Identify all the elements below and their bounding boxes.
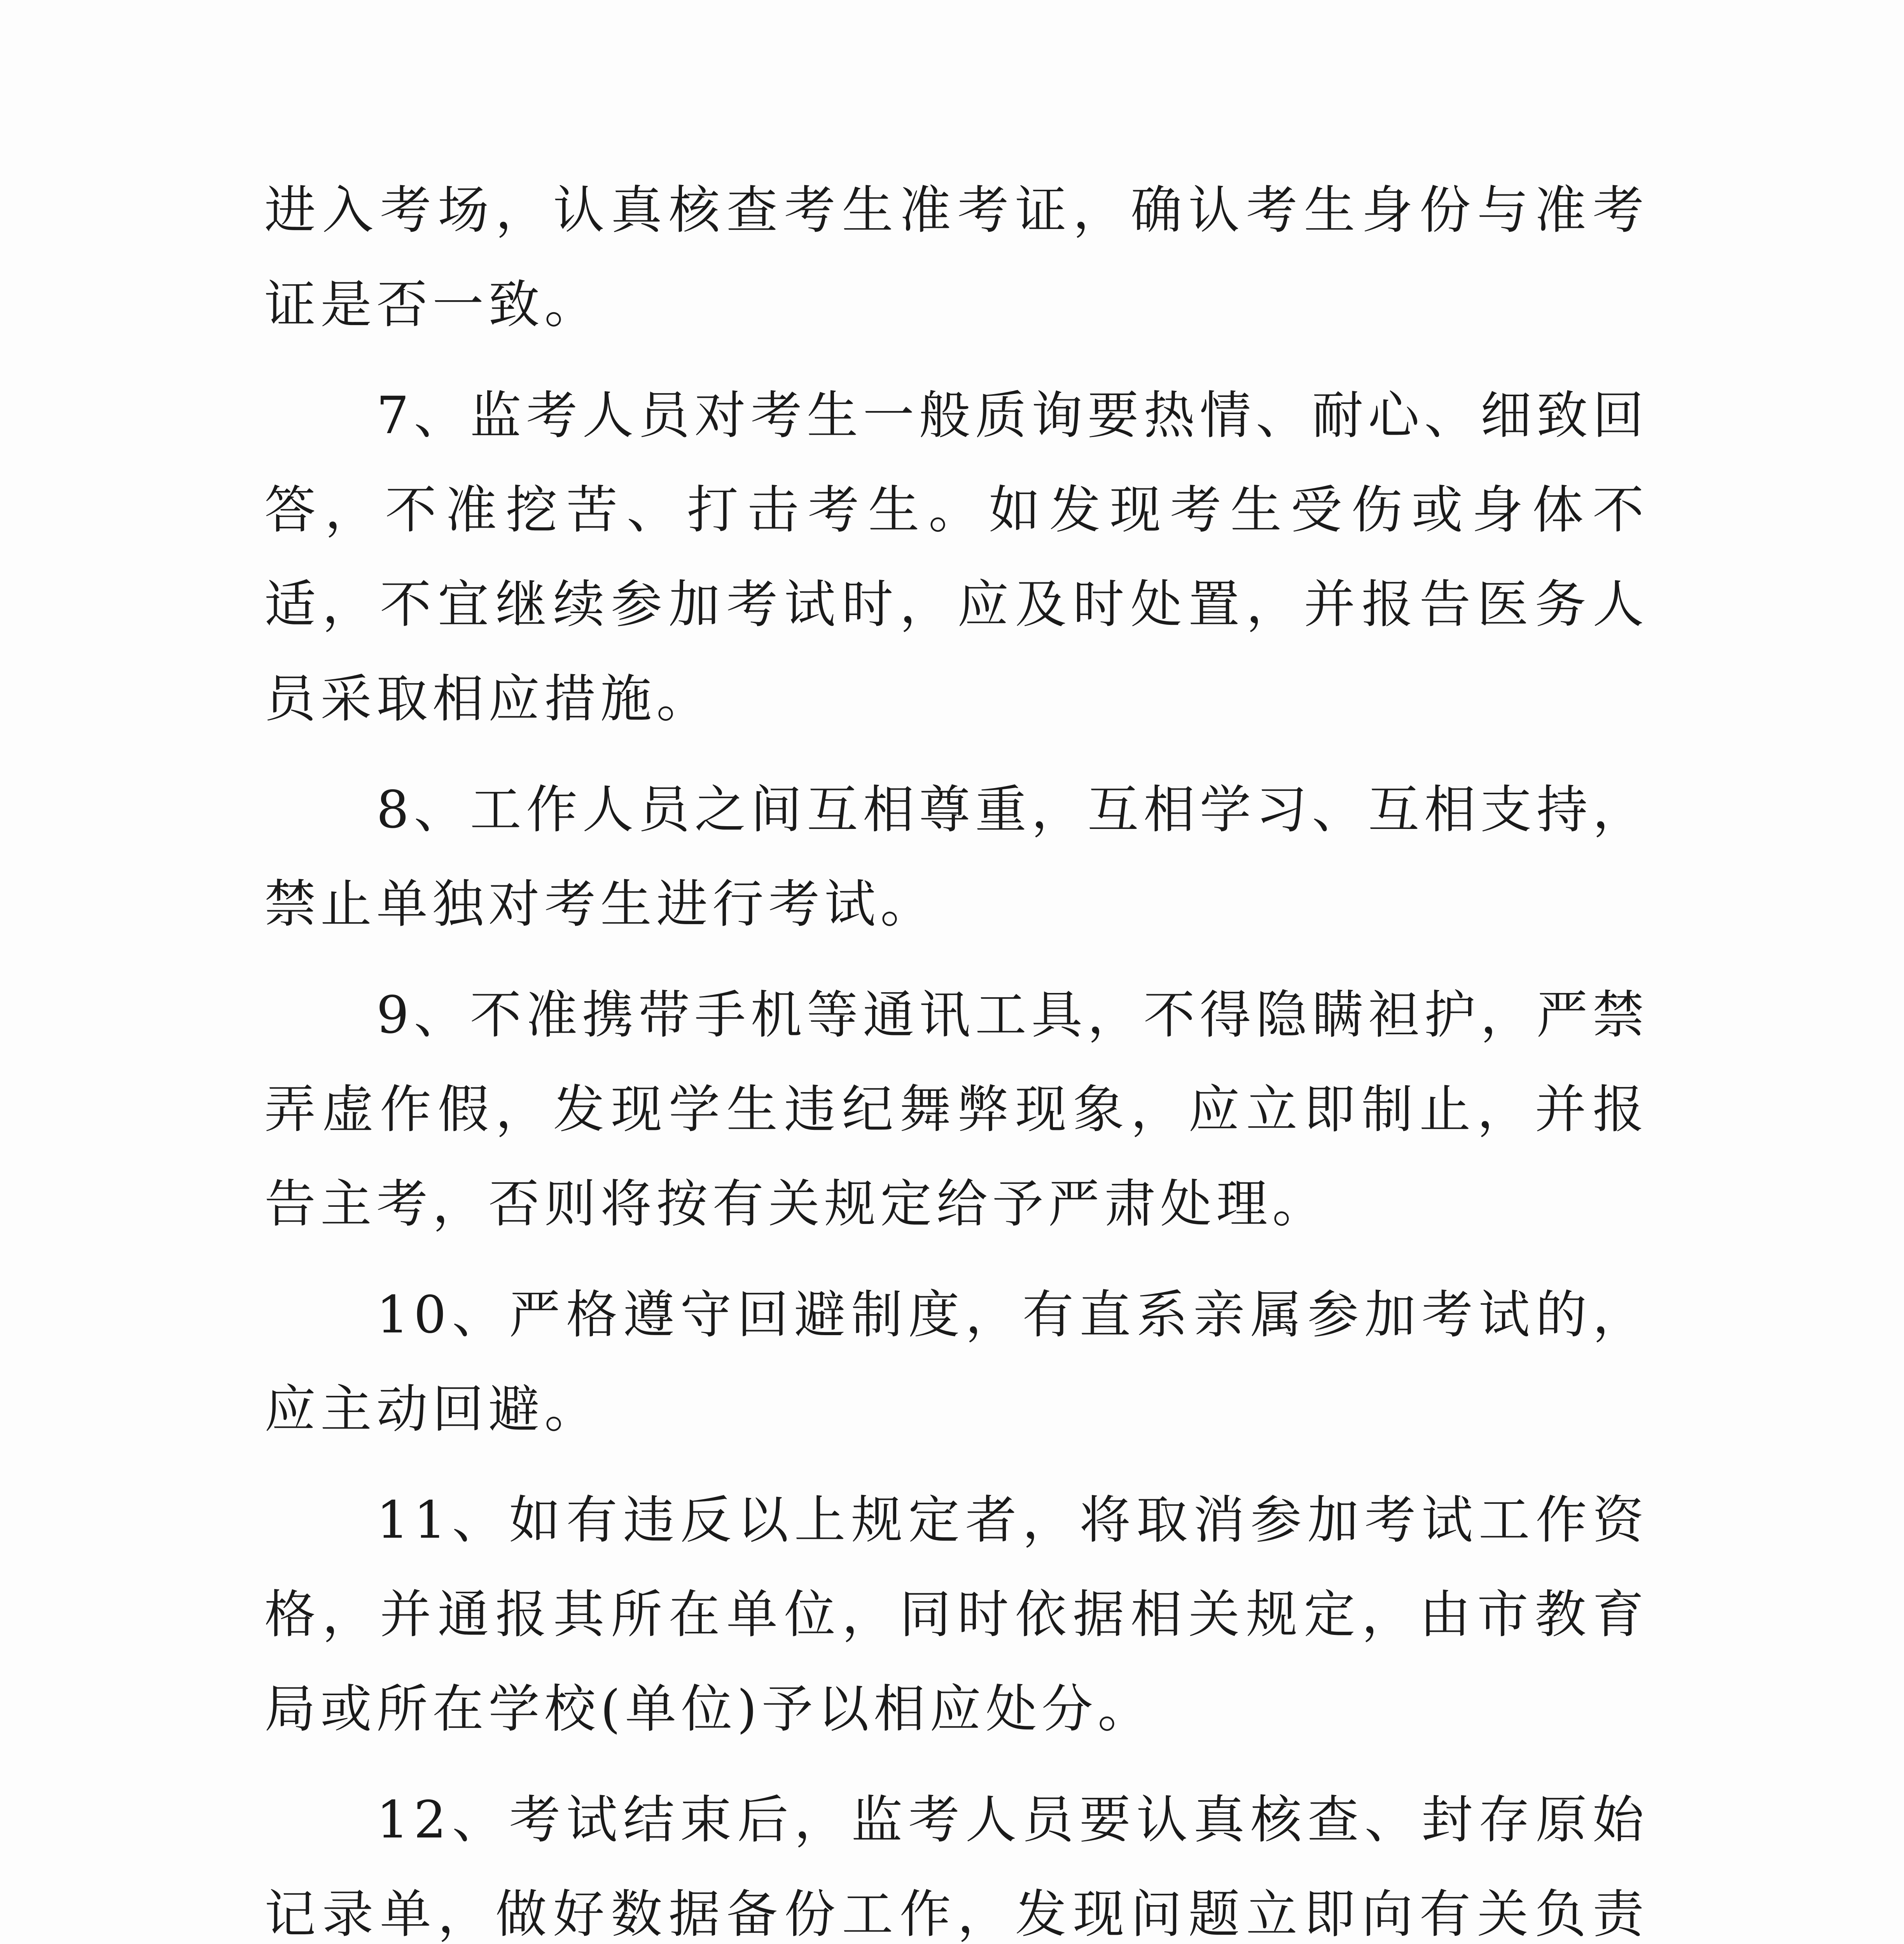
paragraph-item-11: 11、如有违反以上规定者，将取消参加考试工作资格，并通报其所在单位，同时依据相关规定，由市教育局或所在学校(单位)予以相应处分。 xyxy=(264,1490,1649,1739)
paragraph-item-7: 7、监考人员对考生一般质询要热情、耐心、细致回答，不准挖苦、打击考生。如发现考生受伤或身体不适，不宜继续参加考试时，应及时处置，并报告医务人员采取相应措施。 xyxy=(264,386,1649,729)
paragraph-item-9: 9、不准携带手机等通讯工具，不得隐瞒袒护，严禁弄虚作假，发现学生违纪舞弊现象，应立即制止，并报告主考，否则将按有关规定给予严肃处理。 xyxy=(264,985,1649,1234)
paragraph-item-10: 10、严格遵守回避制度，有直系亲属参加考试的，应主动回避。 xyxy=(264,1285,1649,1439)
paragraph-item-12: 12、考试结束后，监考人员要认真核查、封存原始记录单，做好数据备份工作，发现问题立即向有关负责 xyxy=(264,1790,1649,1944)
document-body xyxy=(264,163,1649,1944)
paragraph-item-8: 8、工作人员之间互相尊重，互相学习、互相支持，禁止单独对考生进行考试。 xyxy=(264,780,1649,934)
paragraph-continuation: 进入考场，认真核查考生准考证，确认考生身份与准考证是否一致。 xyxy=(264,180,1649,335)
